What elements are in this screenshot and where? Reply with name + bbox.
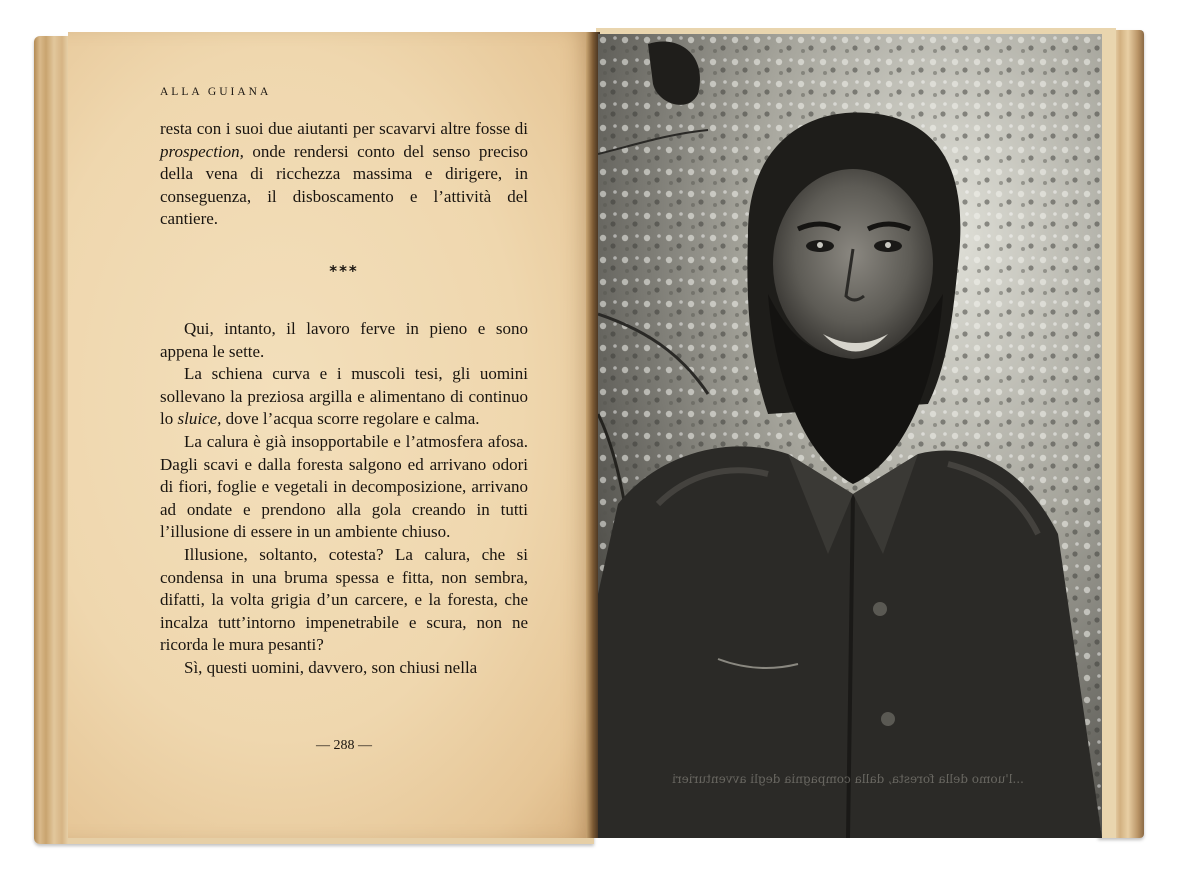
paragraph-1: [160, 118, 528, 231]
page-number: — 288 —: [316, 738, 372, 753]
paragraph-3-after: dove l’acqua scorre regolare e calma.: [221, 409, 480, 429]
paragraph-1-after: onde rendersi conto del senso preciso della vena di ricchezza massima e dirigere, in conseguenza, il disboscamento e l’attività del cantiere.: [160, 141, 528, 229]
paragraph-4: La calura è già insopportabile e l’atmosfera afosa. Dagli scavi e dalla foresta salgono ed arrivano odori di fiori, foglie e vegetali in decomposizione, arrivano ad ondate e prendono alla gola creando in tutti l’illusione di essere in un ambiente chiuso.: [160, 431, 528, 542]
running-head: ALLA GUIANA: [160, 86, 272, 98]
paragraph-2: Qui, intanto, il lavoro ferve in pieno e sono appena le sette.: [160, 319, 528, 361]
paragraph-5: Illusione, soltanto, cotesta? La calura, che si condensa in una bruma spessa e fitta, non sembra, difatti, la volta grigia d’un carcere, e la foresta, che incalza tutt’intorno impenetrabile e scura, non ne ricorda le mura pesanti?: [160, 544, 528, 655]
paragraph-3: [160, 363, 528, 431]
paragraph-1-italic: prospection,: [160, 141, 244, 161]
main-text-block: [160, 318, 528, 680]
bearded-man-photo: [598, 34, 1102, 838]
paragraph-3-before: La schiena curva e i muscoli tesi, gli uomini sollevano la preziosa argilla e alimentano di continuo lo: [160, 364, 528, 429]
paragraph-6: Sì, questi uomini, davvero, son chiusi nella: [184, 657, 478, 677]
paragraph-3-italic: sluice,: [177, 409, 222, 429]
portrait-photograph: [598, 34, 1102, 838]
section-separator: ***: [329, 262, 359, 280]
paragraph-1-before: resta con i suoi due aiutanti per scavarvi altre fosse di: [160, 119, 528, 138]
photo-caption-showthrough: ...l'uomo della foresta, dalla compagnia degli avventurieri: [672, 772, 1024, 786]
